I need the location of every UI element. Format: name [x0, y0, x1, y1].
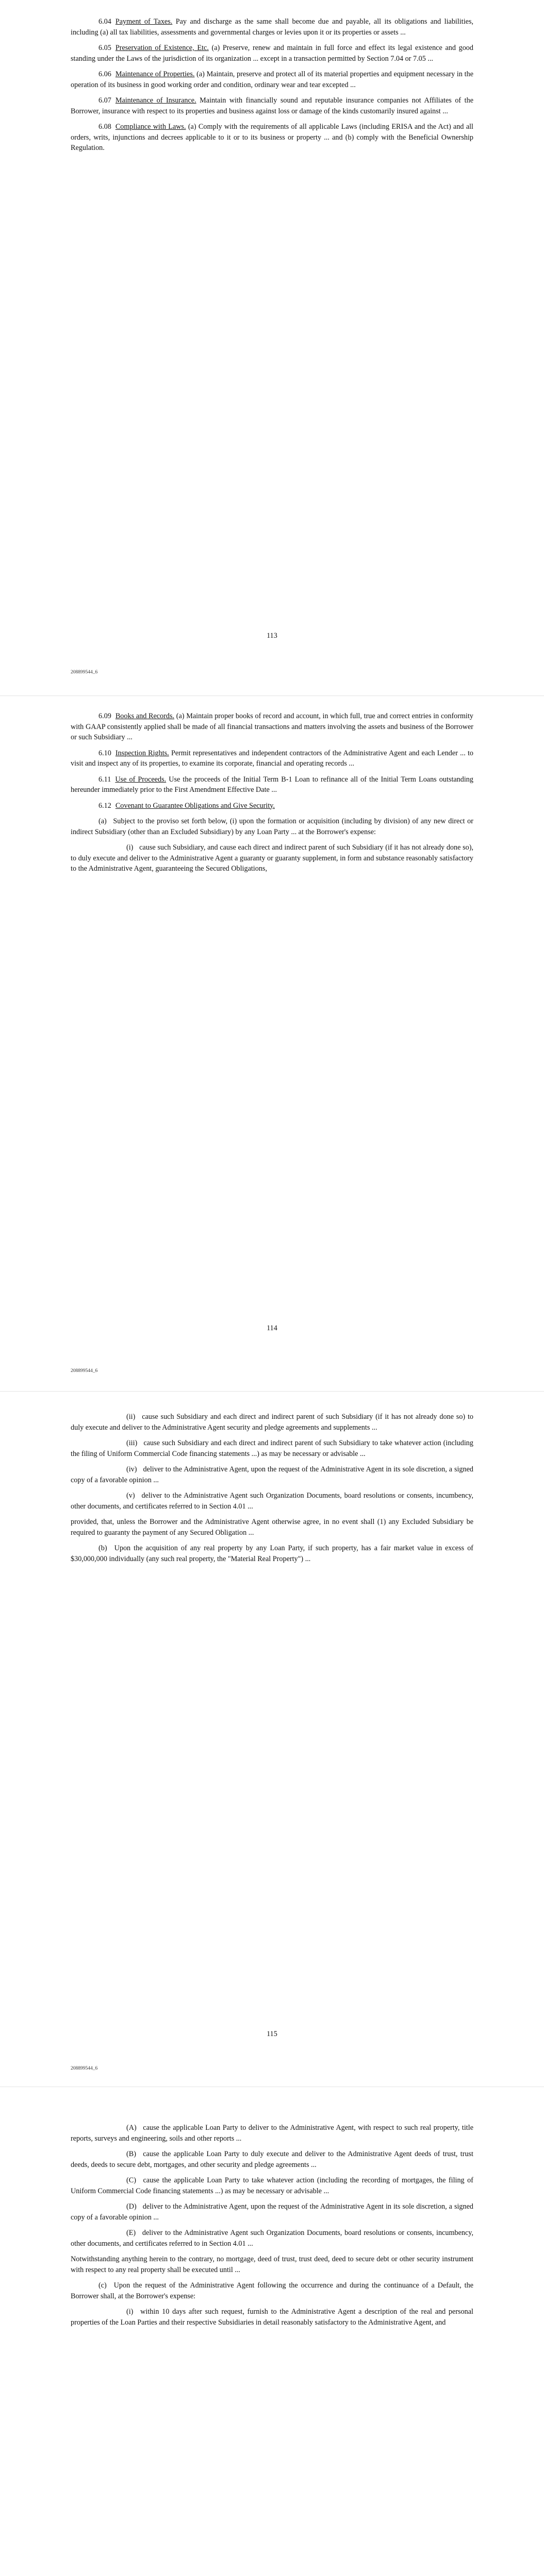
clause-text: within 10 days after such request, furnish to the Administrative Agent a description of the real and personal properties of the Loan Parties and their respective Subsidiaries in detail reasonably satisfactory to the Administrative Agent, and	[71, 2308, 473, 2327]
clause-E: (E) deliver to the Administrative Agent such Organization Documents, board resolutions or consents, incumbency, other documents, and certificates referred to in Section 4.01 ...	[71, 2229, 473, 2248]
clause-B: (B) cause the applicable Loan Party to duly execute and deliver to the Administrative Agent deeds of trust, trust deeds, deeds to secure debt, mortgages, and other security and pledge agreements ...	[71, 2150, 474, 2169]
section-text: Permit representatives and independent contractors of the Administrative Agent and each Lender ... to visit and inspect any of its properties, to examine its corporate, financial and operating records ...	[71, 749, 473, 768]
page-number: 115	[267, 2030, 277, 2038]
clause-ii: (ii) cause such Subsidiary and each direct and indirect parent of such Subsidiary (if it has not already done so) to duly execute and deliver to the Administrative Agent security and pledge agreements and supplements ...	[71, 1413, 474, 1432]
clause-text: deliver to the Administrative Agent, upon the request of the Administrative Agent in its sole discretion, a signed copy of a favorable opinion ...	[71, 1465, 473, 1484]
clause-text: Upon the request of the Administrative Agent following the occurrence and during the continuance of a Default, the Borrower shall, at the Borrower's expense:	[71, 2281, 474, 2300]
clause-text: provided, that, unless the Borrower and the Administrative Agent otherwise agree, in no event shall (1) any Excluded Subsidiary be required to guaranty the payment of any Secured Obligation ...	[71, 1518, 473, 1537]
section-6-11: 6.11 Use of Proceeds. Use the proceeds of the Initial Term B-1 Loan to refinance all of the Initial Term Loans outstanding hereunder immediately prior to the First Amendment Effective Date ...	[71, 775, 473, 794]
page-divider	[0, 1391, 544, 1392]
clause-text: deliver to the Administrative Agent such Organization Documents, board resolutions or consents, incumbency, other documents, and certificates referred to in Section 4.01 ...	[71, 2229, 473, 2248]
clause-a: (a) Subject to the proviso set forth below, (i) upon the formation or acquisition (including by division) of any new direct or indirect Subsidiary (other than an Excluded Subsidiary) by any Loan Party ... at the Borrower's expense:	[71, 817, 474, 836]
proviso-paragraph	[71, 1517, 473, 1538]
section-title: Payment of Taxes.	[115, 18, 173, 26]
clause-text: Upon the acquisition of any real property by any Loan Party, if such property, has a fair market value in excess of $30,000,000 individually (any such real property, the "Material Real Property") ...	[71, 1544, 474, 1563]
page-116	[0, 2123, 544, 2333]
section-title: Inspection Rights.	[115, 749, 169, 757]
section-6-10: 6.10 Inspection Rights. Permit representatives and independent contractors of the Administrative Agent and each Lender ... to visit and inspect any of its properties, to examine its corporate, financial and operating records ...	[71, 749, 473, 768]
section-title: Maintenance of Insurance.	[115, 96, 196, 105]
section-6-04: 6.04 Payment of Taxes. Pay and discharge as the same shall become due and payable, all its obligations and liabilities, including (a) all tax liabilities, assessments and governmental charges or levies upon it or its properties or assets ...	[71, 18, 474, 37]
clause-C: (C) cause the applicable Loan Party to take whatever action (including the recording of mortgages, the filing of Uniform Commercial Code financing statements ...) as may be necessary or advisable ...	[71, 2176, 473, 2195]
clause-text: Subject to the proviso set forth below, (i) upon the formation or acquisition (including by division) of any new direct or indirect Subsidiary (other than an Excluded Subsidiary) by any Loan Party ... at the Borrower's expense:	[71, 817, 474, 836]
clause-v: (v) deliver to the Administrative Agent such Organization Documents, board resolutions or consents, incumbency, other documents, and certificates referred to in Section 4.01 ...	[71, 1492, 473, 1511]
section-6-07: 6.07 Maintenance of Insurance. Maintain with financially sound and reputable insurance companies not Affiliates of the Borrower, insurance with respect to its properties and business against loss or damage of the kinds customarily insured against ...	[71, 96, 473, 115]
section-text: Use the proceeds of the Initial Term B-1 Loan to refinance all of the Initial Term Loans outstanding hereunder immediately prior to the First Amendment Effective Date ...	[71, 775, 473, 794]
clause-text: Notwithstanding anything herein to the contrary, no mortgage, deed of trust, trust deed, deed to secure debt or other security instrument with respect to any real property shall be executed until ...	[71, 2255, 473, 2274]
section-title: Maintenance of Properties.	[115, 70, 195, 78]
clause-D: (D) deliver to the Administrative Agent, upon the request of the Administrative Agent in its sole discretion, a signed copy of a favorable opinion ...	[71, 2202, 473, 2222]
clause-text: cause such Subsidiary, and cause each direct and indirect parent of such Subsidiary (if it has not already done so), to duly execute and deliver to the Administrative Agent a guaranty or guaranty supplement, in form and substance reasonably satisfactory to the Administrative Agent, guaranteeing the Secured Obligations,	[71, 843, 474, 873]
section-title: Preservation of Existence, Etc.	[115, 44, 209, 52]
clause-text: cause the applicable Loan Party to deliver to the Administrative Agent, with respect to such real property, title reports, surveys and engineering, soils and other reports ...	[71, 2124, 473, 2143]
section-text: (a) Maintain, preserve and protect all of its material properties and equipment necessary in the operation of its business in good working order and condition, ordinary wear and tear excepted ...	[71, 70, 474, 89]
clause-text: deliver to the Administrative Agent, upon the request of the Administrative Agent in its sole discretion, a signed copy of a favorable opinion ...	[71, 2202, 473, 2222]
section-6-05: 6.05 Preservation of Existence, Etc. (a) Preserve, renew and maintain in full force and effect its legal existence and good standing under the Laws of the jurisdiction of its organization ... except in a transaction permitted by Section 7.04 or 7.05 ...	[71, 44, 473, 63]
page-114	[0, 711, 544, 879]
clause-iii: (iii) cause such Subsidiary and each direct and indirect parent of such Subsidiary to take whatever action (including the filing of Uniform Commercial Code financing statements ...) as may be necessary or advisable ...	[71, 1439, 473, 1458]
section-text: (a) Comply with the requirements of all applicable Laws (including ERISA and the Act) and all orders, writs, injunctions and decrees applicable to it or to its business or property ... and (b) comply with the Beneficial Ownership Regulation.	[71, 123, 474, 152]
page-number: 113	[267, 632, 277, 640]
section-title: Books and Records.	[115, 712, 175, 720]
section-6-08: 6.08 Compliance with Laws. (a) Comply with the requirements of all applicable Laws (including ERISA and the Act) and all orders, writs, injunctions and decrees applicable to it or to its business or property ... and (b) comply with the Beneficial Ownership Regulation.	[71, 123, 474, 152]
section-title: Covenant to Guarantee Obligations and Give Security.	[115, 801, 275, 810]
clause-text: cause such Subsidiary and each direct and indirect parent of such Subsidiary (if it has not already done so) to duly execute and deliver to the Administrative Agent security and pledge agreements and supplements ...	[71, 1413, 474, 1432]
doc-id: 208899544_6	[71, 2066, 98, 2071]
page-113	[0, 16, 544, 159]
clause-text: cause the applicable Loan Party to duly execute and deliver to the Administrative Agent deeds of trust, trust deeds, deeds to secure debt, mortgages, and other security and pledge agreements ...	[71, 2150, 474, 2169]
section-6-09: 6.09 Books and Records. (a) Maintain proper books of record and account, in which full, true and correct entries in conformity with GAAP consistently applied shall be made of all financial transactions and matters involving the assets and business of the Borrower or such Subsidiary ...	[71, 712, 474, 741]
clause-text: deliver to the Administrative Agent such Organization Documents, board resolutions or consents, incumbency, other documents, and certificates referred to in Section 4.01 ...	[71, 1492, 473, 1511]
page-number: 114	[267, 1324, 277, 1332]
clause-b: (b) Upon the acquisition of any real property by any Loan Party, if such property, has a fair market value in excess of $30,000,000 individually (any such real property, the "Material Real Property") ...	[71, 1544, 474, 1563]
doc-id: 208899544_6	[71, 670, 98, 675]
clause-text: cause the applicable Loan Party to take whatever action (including the recording of mortgages, the filing of Uniform Commercial Code financing statements ...) as may be necessary or advisable ...	[71, 2176, 473, 2195]
doc-id: 208899544_6	[71, 1368, 98, 1374]
section-title: Compliance with Laws.	[115, 123, 186, 131]
clause-c-i: (i) within 10 days after such request, furnish to the Administrative Agent a description of the real and personal properties of the Loan Parties and their respective Subsidiaries in detail reasonably satisfactory to the Administrative Agent, and	[71, 2308, 473, 2327]
section-6-12: 6.12 Covenant to Guarantee Obligations and Give Security.	[98, 801, 275, 810]
section-text: (a) Preserve, renew and maintain in full force and effect its legal existence and good standing under the Laws of the jurisdiction of its organization ... except in a transaction permitted by Section 7.04 or 7.05 ...	[71, 44, 473, 63]
section-text: (a) Maintain proper books of record and account, in which full, true and correct entries in conformity with GAAP consistently applied shall be made of all financial transactions and matters involving the assets and business of the Borrower or such Subsidiary ...	[71, 712, 474, 741]
clause-A: (A) cause the applicable Loan Party to deliver to the Administrative Agent, with respect to such real property, title reports, surveys and engineering, soils and other reports ...	[71, 2124, 473, 2143]
clause-c: (c) Upon the request of the Administrative Agent following the occurrence and during the continuance of a Default, the Borrower shall, at the Borrower's expense:	[71, 2281, 474, 2300]
section-text: Maintain with financially sound and reputable insurance companies not Affiliates of the Borrower, insurance with respect to its properties and business against loss or damage of the kinds customarily insured against ...	[71, 96, 473, 115]
section-text: Pay and discharge as the same shall become due and payable, all its obligations and liabilities, including (a) all tax liabilities, assessments and governmental charges or levies upon it or its properties or assets ...	[71, 18, 474, 37]
notwithstanding-paragraph	[71, 2254, 473, 2275]
page-115	[0, 1412, 544, 1569]
clause-iv: (iv) deliver to the Administrative Agent, upon the request of the Administrative Agent in its sole discretion, a signed copy of a favorable opinion ...	[71, 1465, 473, 1484]
section-title: Use of Proceeds.	[115, 775, 167, 784]
clause-text: cause such Subsidiary and each direct and indirect parent of such Subsidiary to take whatever action (including the filing of Uniform Commercial Code financing statements ...) as may be necessary or advisable ...	[71, 1439, 473, 1458]
section-6-06: 6.06 Maintenance of Properties. (a) Maintain, preserve and protect all of its material properties and equipment necessary in the operation of its business in good working order and condition, ordinary wear and tear excepted ...	[71, 70, 474, 89]
clause-i: (i) cause such Subsidiary, and cause each direct and indirect parent of such Subsidiary (if it has not already done so), to duly execute and deliver to the Administrative Agent a guaranty or guaranty supplement, in form and substance reasonably satisfactory to the Administrative Agent, guaranteeing the Secured Obligations,	[71, 843, 474, 873]
